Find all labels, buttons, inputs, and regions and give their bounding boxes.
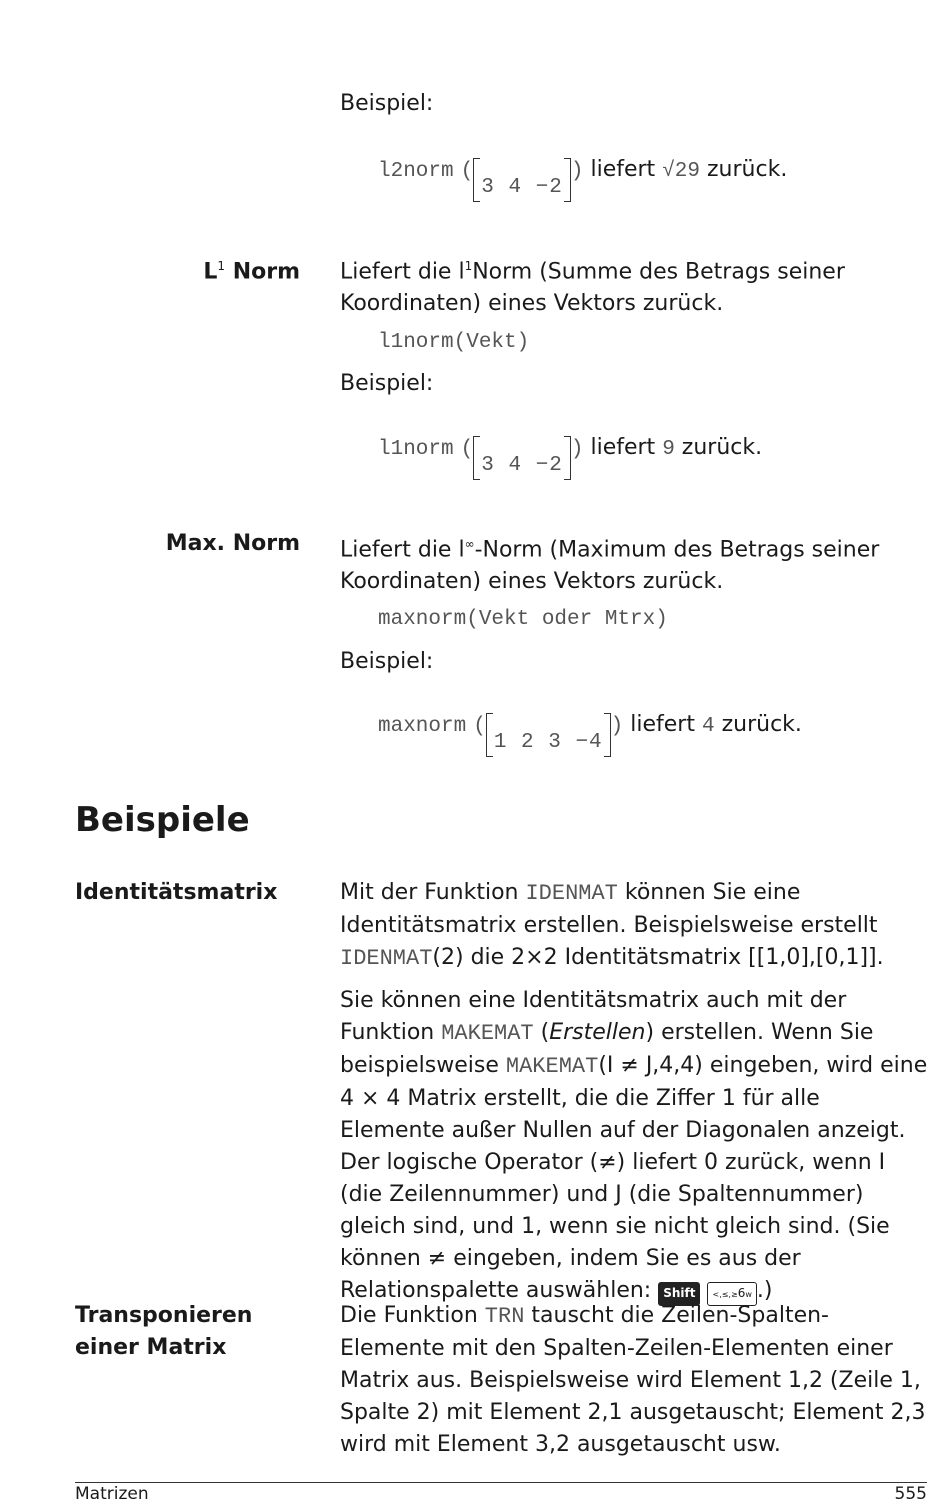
l1-example-vector: 3 4 −2	[473, 442, 571, 474]
max-example-returns: liefert	[630, 712, 695, 737]
max-example-vector: 1 2 3 −4	[486, 719, 611, 751]
identity-body	[340, 877, 930, 1307]
l1-norm-syntax: l1norm(Vekt)	[378, 331, 530, 354]
max-example-label: Beispiel:	[340, 649, 434, 674]
footer-chapter: Matrizen	[75, 1484, 149, 1504]
max-example-result: 4	[701, 715, 715, 738]
l1-example-returns: liefert	[590, 435, 656, 460]
max-example-command: maxnorm	[378, 715, 467, 738]
l2-example-returns: liefert	[590, 157, 656, 182]
l1-example-end: zurück.	[681, 435, 763, 460]
l1-example-command: l1norm	[378, 438, 454, 461]
l1-example-result: 9	[662, 438, 675, 461]
l1-example-line: l1norm ( 3 4 −2 ) liefert 9 zurück.	[378, 432, 762, 474]
l2-example-line: l2norm ( 3 4 −2 ) liefert √29 zurück.	[378, 154, 787, 196]
l2-example-end: zurück.	[707, 157, 788, 182]
transpose-label: Transponieren einer Matrix	[75, 1303, 253, 1360]
max-example-end: zurück.	[721, 712, 802, 737]
l1-norm-label: $L^1$ Norm	[203, 259, 300, 285]
max-norm-description: Liefert die l∞-Norm (Maximum des Betrags seiner Koordinaten) eines Vektors zurück.	[340, 537, 880, 595]
max-example-line: maxnorm ( 1 2 3 −4 ) liefert 4 zurück.	[378, 709, 802, 751]
l1-example-label: Beispiel:	[340, 371, 434, 396]
l2-example-command: l2norm	[378, 160, 454, 183]
transpose-body: Die Funktion TRN tauscht die Zeilen-Spalten-Elemente mit den Spalten-Zeilen-Elementen einer Matrix aus. Beispielsweise wird Element 1,2 (Zeile 1, Spalte 2) mit Element 2,1 ausgetauscht; Element 2,3 wird mit Element 3,2 ausgetauscht usw.	[340, 1303, 926, 1457]
footer-rule	[75, 1482, 927, 1483]
max-norm-label: Max. Norm	[165, 531, 300, 556]
shift-key-icon: Shift	[658, 1282, 700, 1306]
six-key-icon: <,≤,≥6w	[707, 1282, 756, 1306]
max-norm-syntax: maxnorm(Vekt oder Mtrx)	[378, 608, 668, 631]
identity-paragraph-1: Mit der Funktion IDENMAT können Sie eine Identitätsmatrix erstellen. Beispielsweise erstellt IDENMAT(2) die 2×2 Identitätsmatrix [[1,0],[0,1]].	[340, 880, 884, 971]
l2-example-result: √29	[662, 160, 700, 183]
l2-example-label: Beispiel:	[340, 91, 434, 116]
identity-paragraph-2: Sie können eine Identitätsmatrix auch mit der Funktion MAKEMAT (Erstellen) erstellen. Wenn Sie beispielsweise MAKEMAT(I ≠ J,4,4) eingeben, wird eine 4 × 4 Matrix erstellt, die die Ziffer 1 für alle Elemente außer Nullen auf der Diagonalen anzeigt. Der logische Operator (≠) liefert 0 zurück, wenn I (die Zeilennummer) und J (die Spaltennummer) gleich sind, und 1, wenn sie nicht gleich sind. (Sie können ≠ eingeben, indem Sie es aus der Relationspalette auswählen: Shift <,≤,≥6w .)	[340, 985, 930, 1307]
l2-example-vector: 3 4 −2	[473, 164, 571, 196]
page-number: 555	[894, 1484, 927, 1504]
identity-label: Identitätsmatrix	[75, 880, 278, 905]
l1-norm-description: Liefert die $l^1Norm$ (Summe des Betrags seiner Koordinaten) eines Vektors zurück.	[340, 259, 845, 317]
section-heading: Beispiele	[75, 800, 250, 840]
